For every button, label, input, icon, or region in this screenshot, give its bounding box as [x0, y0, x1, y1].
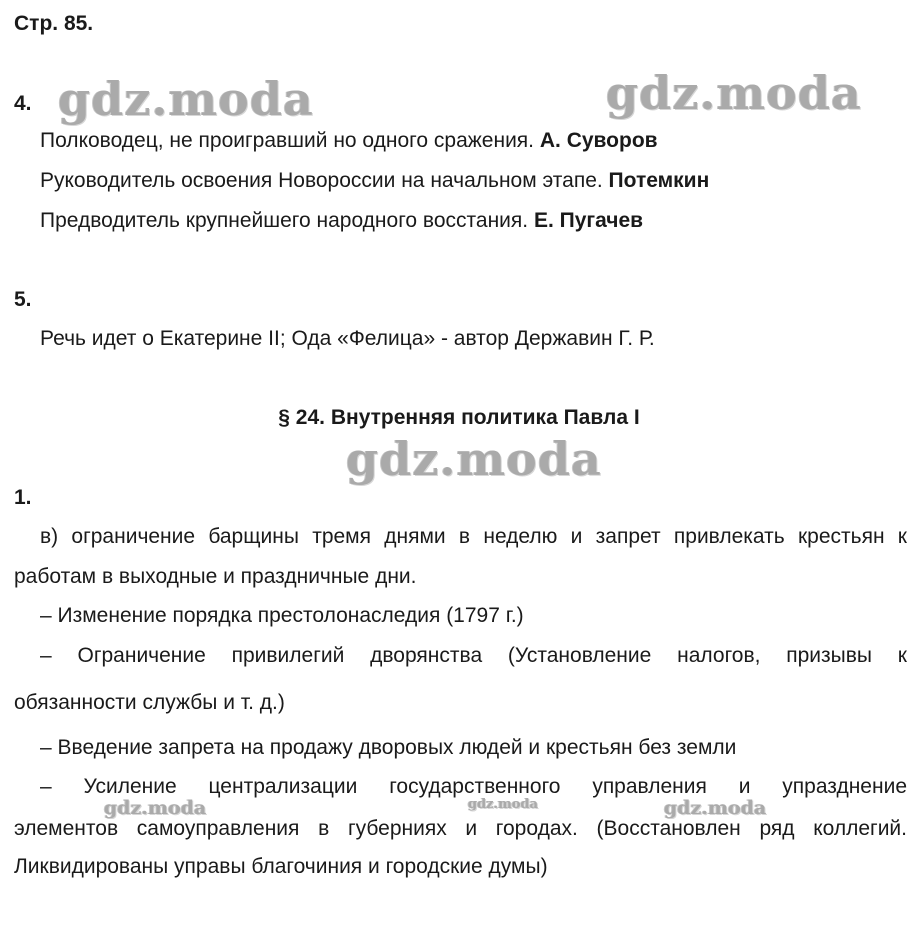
watermark-logo: gdz.moda: [104, 797, 207, 819]
task1-number: 1.: [14, 486, 32, 509]
task5-number: 5.: [14, 288, 32, 311]
task1-line-8: элементов самоуправления в губерниях и городах. (Восстановлен ряд коллегий.: [14, 817, 907, 840]
task4-number: 4.: [14, 92, 32, 115]
section-title: § 24. Внутренняя политика Павла I: [278, 406, 640, 429]
task1-line-5: обязанности службы и т. д.): [14, 691, 285, 714]
task1-line-7: – Усиление централизации государственного управления и упразднение: [40, 775, 907, 798]
task4-line-3: Предводитель крупнейшего народного восстания. Е. Пугачев: [40, 209, 644, 232]
watermark-logo: gdz.moda: [606, 66, 862, 120]
watermark-logo: gdz.moda: [468, 797, 539, 812]
task1-line-3: – Изменение порядка престолонаследия (1797 г.): [40, 604, 524, 627]
watermark-logo: gdz.moda: [664, 797, 767, 819]
task1-line-9: Ликвидированы управы благочиния и городские думы): [14, 855, 548, 878]
watermark-logo: gdz.moda: [346, 432, 602, 486]
watermark-logo: gdz.moda: [58, 72, 314, 126]
task4-line-2: Руководитель освоения Новороссии на начальном этапе. Потемкин: [40, 169, 710, 192]
task1-line-1: в) ограничение барщины тремя днями в неделю и запрет привлекать крестьян к: [40, 525, 907, 548]
task1-line-6: – Введение запрета на продажу дворовых людей и крестьян без земли: [40, 736, 737, 759]
task1-line-2: работам в выходные и праздничные дни.: [14, 565, 417, 588]
task1-line-4: – Ограничение привилегий дворянства (Установление налогов, призывы к: [40, 644, 907, 667]
page-header: Стр. 85.: [14, 12, 94, 35]
task5-text: Речь идет о Екатерине II; Ода «Фелица» - автор Державин Г. Р.: [40, 327, 655, 350]
task4-line-1: Полководец, не проигравший но одного сражения. А. Суворов: [40, 129, 658, 152]
